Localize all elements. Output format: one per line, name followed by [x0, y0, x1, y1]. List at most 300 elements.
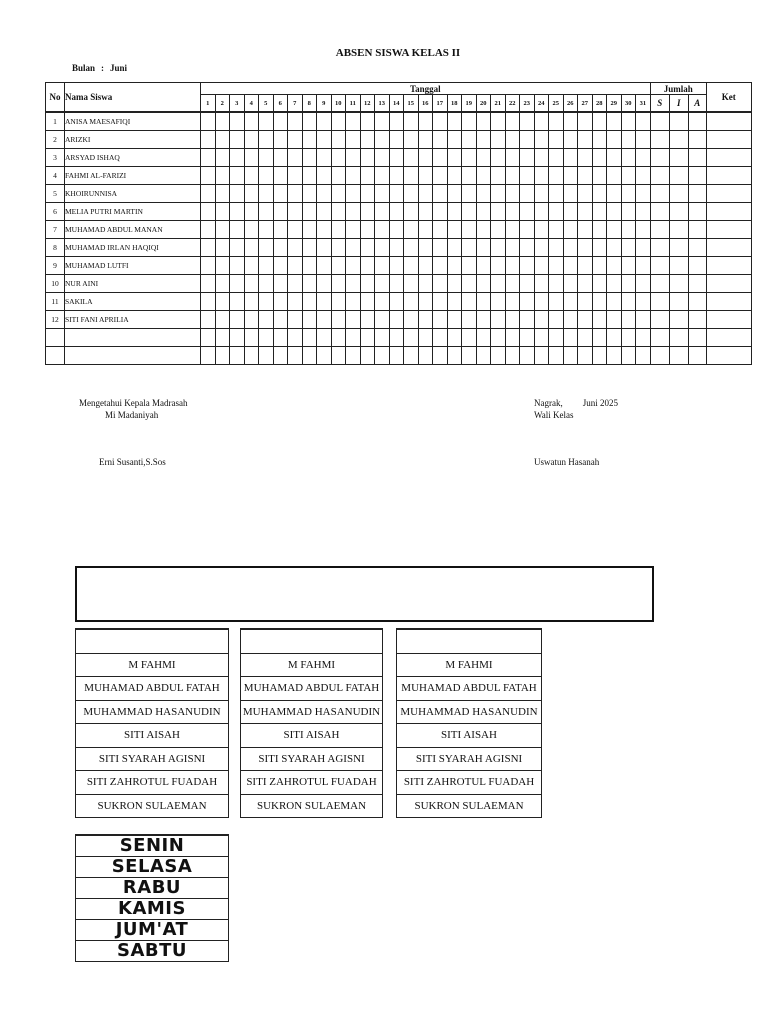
attendance-cell[interactable] — [375, 149, 390, 167]
attendance-cell[interactable] — [273, 239, 288, 257]
total-cell[interactable] — [669, 185, 688, 203]
total-cell[interactable] — [650, 149, 669, 167]
attendance-cell[interactable] — [592, 203, 607, 221]
attendance-cell[interactable] — [462, 221, 477, 239]
attendance-cell[interactable] — [331, 167, 346, 185]
attendance-cell[interactable] — [201, 131, 216, 149]
attendance-cell[interactable] — [273, 275, 288, 293]
attendance-cell[interactable] — [447, 275, 462, 293]
attendance-cell[interactable] — [302, 112, 317, 131]
attendance-cell[interactable] — [621, 112, 636, 131]
attendance-cell[interactable] — [375, 131, 390, 149]
attendance-cell[interactable] — [302, 293, 317, 311]
attendance-cell[interactable] — [375, 221, 390, 239]
total-cell[interactable] — [688, 293, 706, 311]
attendance-cell[interactable] — [389, 131, 404, 149]
attendance-cell[interactable] — [201, 185, 216, 203]
attendance-cell[interactable] — [215, 221, 230, 239]
attendance-cell[interactable] — [360, 112, 375, 131]
attendance-cell[interactable] — [520, 185, 535, 203]
attendance-cell[interactable] — [578, 203, 593, 221]
total-cell[interactable] — [688, 329, 706, 347]
attendance-cell[interactable] — [331, 275, 346, 293]
attendance-cell[interactable] — [418, 203, 433, 221]
attendance-cell[interactable] — [201, 311, 216, 329]
attendance-cell[interactable] — [534, 167, 549, 185]
attendance-cell[interactable] — [433, 221, 448, 239]
attendance-cell[interactable] — [230, 311, 245, 329]
attendance-cell[interactable] — [636, 185, 651, 203]
attendance-cell[interactable] — [549, 329, 564, 347]
attendance-cell[interactable] — [259, 112, 274, 131]
attendance-cell[interactable] — [578, 221, 593, 239]
attendance-cell[interactable] — [447, 149, 462, 167]
attendance-cell[interactable] — [491, 112, 506, 131]
attendance-cell[interactable] — [346, 257, 361, 275]
attendance-cell[interactable] — [302, 275, 317, 293]
attendance-cell[interactable] — [418, 167, 433, 185]
attendance-cell[interactable] — [288, 329, 303, 347]
attendance-cell[interactable] — [346, 203, 361, 221]
attendance-cell[interactable] — [331, 131, 346, 149]
attendance-cell[interactable] — [230, 347, 245, 365]
total-cell[interactable] — [688, 311, 706, 329]
attendance-cell[interactable] — [215, 311, 230, 329]
attendance-cell[interactable] — [505, 347, 520, 365]
attendance-cell[interactable] — [360, 149, 375, 167]
ket-cell[interactable] — [706, 112, 751, 131]
attendance-cell[interactable] — [491, 131, 506, 149]
attendance-cell[interactable] — [259, 203, 274, 221]
attendance-cell[interactable] — [404, 167, 419, 185]
attendance-cell[interactable] — [433, 311, 448, 329]
attendance-cell[interactable] — [346, 131, 361, 149]
attendance-cell[interactable] — [621, 185, 636, 203]
attendance-cell[interactable] — [433, 275, 448, 293]
total-cell[interactable] — [669, 329, 688, 347]
attendance-cell[interactable] — [360, 239, 375, 257]
attendance-cell[interactable] — [273, 149, 288, 167]
attendance-cell[interactable] — [389, 275, 404, 293]
attendance-cell[interactable] — [215, 239, 230, 257]
attendance-cell[interactable] — [592, 221, 607, 239]
attendance-cell[interactable] — [578, 329, 593, 347]
attendance-cell[interactable] — [302, 347, 317, 365]
attendance-cell[interactable] — [592, 311, 607, 329]
attendance-cell[interactable] — [549, 149, 564, 167]
attendance-cell[interactable] — [317, 311, 332, 329]
attendance-cell[interactable] — [462, 149, 477, 167]
attendance-cell[interactable] — [346, 293, 361, 311]
attendance-cell[interactable] — [563, 167, 578, 185]
total-cell[interactable] — [688, 221, 706, 239]
attendance-cell[interactable] — [404, 149, 419, 167]
ket-cell[interactable] — [706, 311, 751, 329]
attendance-cell[interactable] — [375, 347, 390, 365]
total-cell[interactable] — [669, 112, 688, 131]
attendance-cell[interactable] — [563, 293, 578, 311]
attendance-cell[interactable] — [346, 329, 361, 347]
attendance-cell[interactable] — [317, 149, 332, 167]
attendance-cell[interactable] — [404, 311, 419, 329]
attendance-cell[interactable] — [201, 329, 216, 347]
attendance-cell[interactable] — [418, 257, 433, 275]
attendance-cell[interactable] — [520, 167, 535, 185]
attendance-cell[interactable] — [592, 185, 607, 203]
attendance-cell[interactable] — [462, 112, 477, 131]
attendance-cell[interactable] — [215, 112, 230, 131]
attendance-cell[interactable] — [592, 239, 607, 257]
attendance-cell[interactable] — [201, 347, 216, 365]
attendance-cell[interactable] — [563, 239, 578, 257]
attendance-cell[interactable] — [273, 131, 288, 149]
attendance-cell[interactable] — [462, 329, 477, 347]
attendance-cell[interactable] — [244, 185, 259, 203]
attendance-cell[interactable] — [607, 329, 622, 347]
attendance-cell[interactable] — [418, 185, 433, 203]
total-cell[interactable] — [650, 347, 669, 365]
attendance-cell[interactable] — [491, 167, 506, 185]
attendance-cell[interactable] — [288, 221, 303, 239]
attendance-cell[interactable] — [578, 185, 593, 203]
attendance-cell[interactable] — [491, 257, 506, 275]
attendance-cell[interactable] — [244, 311, 259, 329]
attendance-cell[interactable] — [578, 293, 593, 311]
attendance-cell[interactable] — [317, 112, 332, 131]
attendance-cell[interactable] — [360, 257, 375, 275]
attendance-cell[interactable] — [302, 185, 317, 203]
attendance-cell[interactable] — [317, 239, 332, 257]
attendance-cell[interactable] — [259, 239, 274, 257]
attendance-cell[interactable] — [230, 257, 245, 275]
total-cell[interactable] — [688, 167, 706, 185]
attendance-cell[interactable] — [302, 167, 317, 185]
attendance-cell[interactable] — [244, 293, 259, 311]
attendance-cell[interactable] — [491, 149, 506, 167]
attendance-cell[interactable] — [331, 203, 346, 221]
attendance-cell[interactable] — [578, 167, 593, 185]
attendance-cell[interactable] — [288, 131, 303, 149]
attendance-cell[interactable] — [549, 167, 564, 185]
attendance-cell[interactable] — [346, 167, 361, 185]
attendance-cell[interactable] — [563, 203, 578, 221]
attendance-cell[interactable] — [578, 275, 593, 293]
ket-cell[interactable] — [706, 239, 751, 257]
attendance-cell[interactable] — [447, 239, 462, 257]
attendance-cell[interactable] — [360, 167, 375, 185]
attendance-cell[interactable] — [607, 112, 622, 131]
total-cell[interactable] — [688, 203, 706, 221]
attendance-cell[interactable] — [534, 149, 549, 167]
attendance-cell[interactable] — [621, 131, 636, 149]
attendance-cell[interactable] — [476, 149, 491, 167]
attendance-cell[interactable] — [259, 221, 274, 239]
attendance-cell[interactable] — [317, 221, 332, 239]
attendance-cell[interactable] — [404, 239, 419, 257]
attendance-cell[interactable] — [636, 149, 651, 167]
attendance-cell[interactable] — [607, 167, 622, 185]
attendance-cell[interactable] — [375, 185, 390, 203]
attendance-cell[interactable] — [578, 257, 593, 275]
attendance-cell[interactable] — [288, 149, 303, 167]
attendance-cell[interactable] — [288, 112, 303, 131]
attendance-cell[interactable] — [607, 293, 622, 311]
total-cell[interactable] — [688, 131, 706, 149]
attendance-cell[interactable] — [505, 311, 520, 329]
attendance-cell[interactable] — [520, 347, 535, 365]
attendance-cell[interactable] — [389, 257, 404, 275]
attendance-cell[interactable] — [433, 257, 448, 275]
attendance-cell[interactable] — [273, 185, 288, 203]
attendance-cell[interactable] — [259, 311, 274, 329]
attendance-cell[interactable] — [621, 167, 636, 185]
total-cell[interactable] — [669, 293, 688, 311]
attendance-cell[interactable] — [418, 221, 433, 239]
attendance-cell[interactable] — [230, 221, 245, 239]
attendance-cell[interactable] — [636, 293, 651, 311]
attendance-cell[interactable] — [215, 167, 230, 185]
attendance-cell[interactable] — [317, 185, 332, 203]
attendance-cell[interactable] — [433, 293, 448, 311]
attendance-cell[interactable] — [375, 239, 390, 257]
attendance-cell[interactable] — [288, 167, 303, 185]
attendance-cell[interactable] — [215, 329, 230, 347]
attendance-cell[interactable] — [201, 275, 216, 293]
attendance-cell[interactable] — [433, 347, 448, 365]
attendance-cell[interactable] — [534, 239, 549, 257]
attendance-cell[interactable] — [375, 112, 390, 131]
attendance-cell[interactable] — [331, 112, 346, 131]
attendance-cell[interactable] — [404, 131, 419, 149]
attendance-cell[interactable] — [259, 347, 274, 365]
attendance-cell[interactable] — [636, 311, 651, 329]
attendance-cell[interactable] — [636, 329, 651, 347]
attendance-cell[interactable] — [215, 293, 230, 311]
attendance-cell[interactable] — [578, 131, 593, 149]
attendance-cell[interactable] — [244, 167, 259, 185]
attendance-cell[interactable] — [607, 131, 622, 149]
attendance-cell[interactable] — [476, 275, 491, 293]
attendance-cell[interactable] — [288, 185, 303, 203]
attendance-cell[interactable] — [534, 275, 549, 293]
attendance-cell[interactable] — [404, 203, 419, 221]
attendance-cell[interactable] — [621, 293, 636, 311]
attendance-cell[interactable] — [346, 112, 361, 131]
attendance-cell[interactable] — [259, 167, 274, 185]
attendance-cell[interactable] — [520, 329, 535, 347]
total-cell[interactable] — [669, 239, 688, 257]
total-cell[interactable] — [669, 221, 688, 239]
attendance-cell[interactable] — [389, 329, 404, 347]
attendance-cell[interactable] — [317, 293, 332, 311]
attendance-cell[interactable] — [331, 239, 346, 257]
attendance-cell[interactable] — [244, 112, 259, 131]
attendance-cell[interactable] — [418, 149, 433, 167]
total-cell[interactable] — [650, 329, 669, 347]
attendance-cell[interactable] — [607, 149, 622, 167]
attendance-cell[interactable] — [534, 185, 549, 203]
total-cell[interactable] — [688, 149, 706, 167]
attendance-cell[interactable] — [476, 203, 491, 221]
attendance-cell[interactable] — [607, 239, 622, 257]
attendance-cell[interactable] — [288, 347, 303, 365]
attendance-cell[interactable] — [491, 221, 506, 239]
attendance-cell[interactable] — [563, 149, 578, 167]
attendance-cell[interactable] — [288, 257, 303, 275]
attendance-cell[interactable] — [491, 239, 506, 257]
attendance-cell[interactable] — [476, 131, 491, 149]
total-cell[interactable] — [669, 311, 688, 329]
attendance-cell[interactable] — [447, 293, 462, 311]
attendance-cell[interactable] — [317, 347, 332, 365]
attendance-cell[interactable] — [215, 149, 230, 167]
attendance-cell[interactable] — [418, 347, 433, 365]
attendance-cell[interactable] — [418, 112, 433, 131]
attendance-cell[interactable] — [476, 293, 491, 311]
attendance-cell[interactable] — [360, 329, 375, 347]
attendance-cell[interactable] — [563, 329, 578, 347]
attendance-cell[interactable] — [418, 293, 433, 311]
attendance-cell[interactable] — [273, 311, 288, 329]
attendance-cell[interactable] — [592, 347, 607, 365]
attendance-cell[interactable] — [621, 239, 636, 257]
attendance-cell[interactable] — [230, 275, 245, 293]
attendance-cell[interactable] — [563, 347, 578, 365]
total-cell[interactable] — [669, 203, 688, 221]
attendance-cell[interactable] — [491, 203, 506, 221]
total-cell[interactable] — [688, 275, 706, 293]
attendance-cell[interactable] — [607, 275, 622, 293]
total-cell[interactable] — [669, 167, 688, 185]
attendance-cell[interactable] — [520, 203, 535, 221]
attendance-cell[interactable] — [215, 131, 230, 149]
attendance-cell[interactable] — [534, 347, 549, 365]
attendance-cell[interactable] — [636, 167, 651, 185]
total-cell[interactable] — [650, 221, 669, 239]
attendance-cell[interactable] — [447, 185, 462, 203]
attendance-cell[interactable] — [389, 203, 404, 221]
attendance-cell[interactable] — [346, 275, 361, 293]
attendance-cell[interactable] — [563, 131, 578, 149]
attendance-cell[interactable] — [578, 239, 593, 257]
attendance-cell[interactable] — [288, 203, 303, 221]
attendance-cell[interactable] — [447, 257, 462, 275]
attendance-cell[interactable] — [273, 293, 288, 311]
attendance-cell[interactable] — [244, 347, 259, 365]
attendance-cell[interactable] — [462, 131, 477, 149]
attendance-cell[interactable] — [346, 239, 361, 257]
attendance-cell[interactable] — [433, 131, 448, 149]
attendance-cell[interactable] — [259, 275, 274, 293]
attendance-cell[interactable] — [592, 275, 607, 293]
total-cell[interactable] — [650, 293, 669, 311]
attendance-cell[interactable] — [317, 257, 332, 275]
attendance-cell[interactable] — [201, 167, 216, 185]
attendance-cell[interactable] — [375, 167, 390, 185]
attendance-cell[interactable] — [462, 311, 477, 329]
attendance-cell[interactable] — [433, 329, 448, 347]
attendance-cell[interactable] — [273, 329, 288, 347]
attendance-cell[interactable] — [505, 293, 520, 311]
attendance-cell[interactable] — [389, 311, 404, 329]
attendance-cell[interactable] — [520, 149, 535, 167]
attendance-cell[interactable] — [505, 131, 520, 149]
attendance-cell[interactable] — [375, 329, 390, 347]
attendance-cell[interactable] — [447, 221, 462, 239]
attendance-cell[interactable] — [230, 239, 245, 257]
total-cell[interactable] — [650, 131, 669, 149]
attendance-cell[interactable] — [404, 275, 419, 293]
attendance-cell[interactable] — [592, 257, 607, 275]
attendance-cell[interactable] — [244, 239, 259, 257]
ket-cell[interactable] — [706, 293, 751, 311]
attendance-cell[interactable] — [621, 221, 636, 239]
attendance-cell[interactable] — [375, 275, 390, 293]
total-cell[interactable] — [650, 257, 669, 275]
attendance-cell[interactable] — [418, 239, 433, 257]
attendance-cell[interactable] — [563, 275, 578, 293]
attendance-cell[interactable] — [563, 311, 578, 329]
attendance-cell[interactable] — [549, 203, 564, 221]
total-cell[interactable] — [688, 257, 706, 275]
attendance-cell[interactable] — [592, 329, 607, 347]
attendance-cell[interactable] — [404, 112, 419, 131]
attendance-cell[interactable] — [433, 112, 448, 131]
attendance-cell[interactable] — [447, 203, 462, 221]
attendance-cell[interactable] — [636, 347, 651, 365]
attendance-cell[interactable] — [607, 185, 622, 203]
attendance-cell[interactable] — [636, 221, 651, 239]
attendance-cell[interactable] — [592, 131, 607, 149]
attendance-cell[interactable] — [621, 149, 636, 167]
attendance-cell[interactable] — [491, 329, 506, 347]
attendance-cell[interactable] — [360, 221, 375, 239]
total-cell[interactable] — [650, 203, 669, 221]
attendance-cell[interactable] — [520, 311, 535, 329]
attendance-cell[interactable] — [331, 149, 346, 167]
attendance-cell[interactable] — [476, 257, 491, 275]
attendance-cell[interactable] — [520, 221, 535, 239]
attendance-cell[interactable] — [462, 257, 477, 275]
attendance-cell[interactable] — [418, 311, 433, 329]
ket-cell[interactable] — [706, 257, 751, 275]
total-cell[interactable] — [650, 167, 669, 185]
attendance-cell[interactable] — [288, 239, 303, 257]
total-cell[interactable] — [650, 275, 669, 293]
attendance-cell[interactable] — [244, 329, 259, 347]
attendance-cell[interactable] — [549, 239, 564, 257]
attendance-cell[interactable] — [476, 221, 491, 239]
attendance-cell[interactable] — [534, 329, 549, 347]
attendance-cell[interactable] — [331, 347, 346, 365]
attendance-cell[interactable] — [259, 185, 274, 203]
attendance-cell[interactable] — [215, 185, 230, 203]
attendance-cell[interactable] — [462, 275, 477, 293]
attendance-cell[interactable] — [288, 275, 303, 293]
attendance-cell[interactable] — [360, 293, 375, 311]
attendance-cell[interactable] — [302, 221, 317, 239]
attendance-cell[interactable] — [259, 149, 274, 167]
attendance-cell[interactable] — [433, 167, 448, 185]
attendance-cell[interactable] — [302, 239, 317, 257]
attendance-cell[interactable] — [563, 185, 578, 203]
attendance-cell[interactable] — [505, 239, 520, 257]
attendance-cell[interactable] — [360, 131, 375, 149]
attendance-cell[interactable] — [230, 131, 245, 149]
attendance-cell[interactable] — [578, 149, 593, 167]
attendance-cell[interactable] — [621, 329, 636, 347]
attendance-cell[interactable] — [215, 275, 230, 293]
